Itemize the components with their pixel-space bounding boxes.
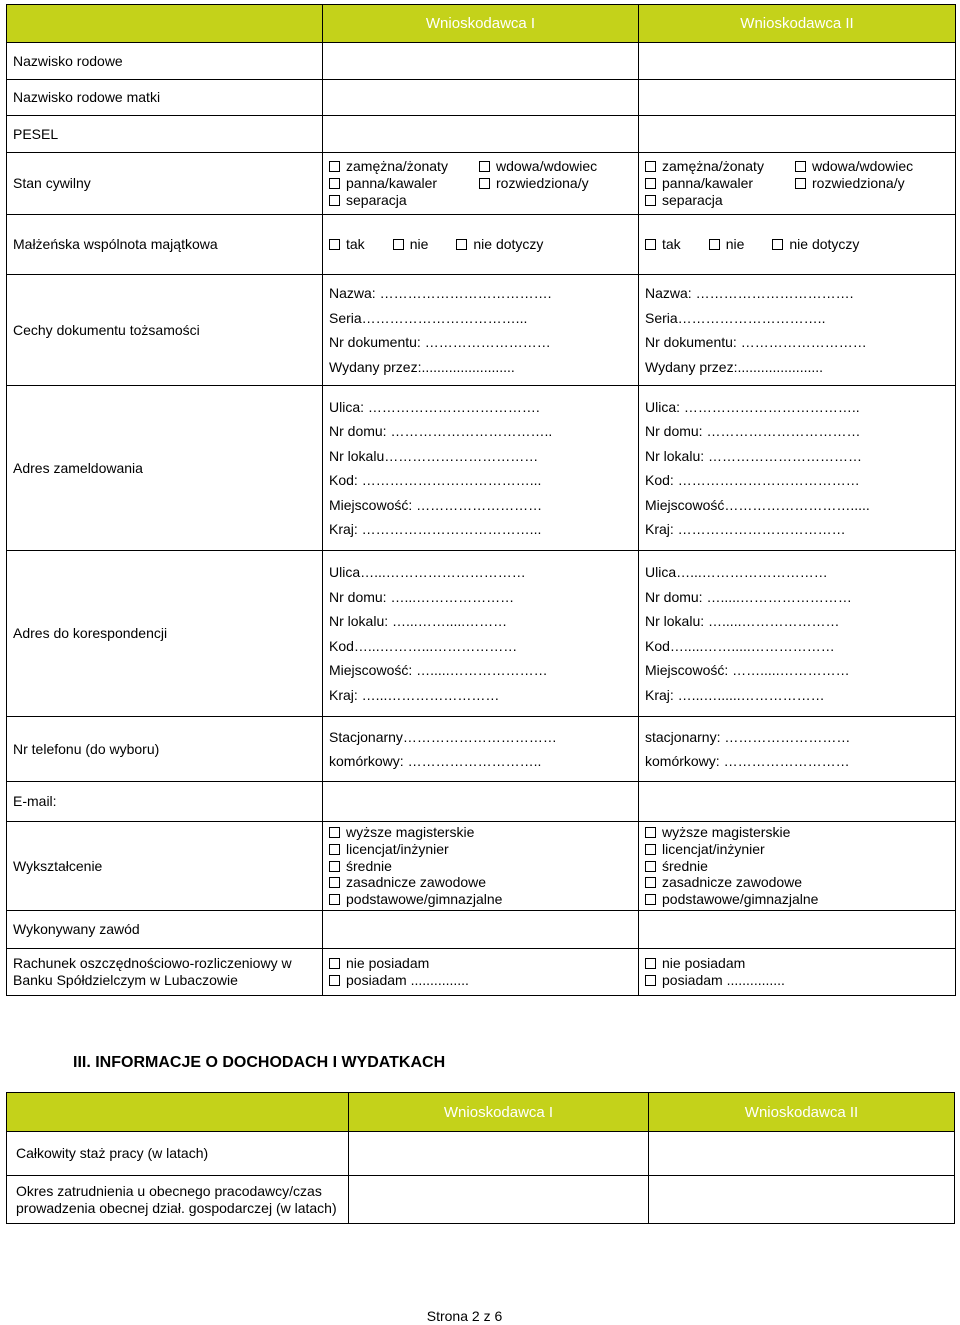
checkbox-icon[interactable]	[795, 161, 806, 172]
checkbox-icon[interactable]	[772, 239, 783, 250]
occupation-a1-field[interactable]	[323, 911, 639, 949]
checkbox-icon[interactable]	[645, 827, 656, 838]
pesel-a1-field[interactable]	[323, 116, 639, 153]
phone-label: Nr telefonu (do wyboru)	[7, 717, 323, 782]
mobile-field[interactable]: komórkowy: ………………………	[645, 753, 850, 769]
header-applicant-2: Wnioskodawca II	[649, 1093, 955, 1132]
education-primary-option[interactable]: podstawowe/gimnazjalne	[329, 891, 632, 908]
property-regime-label: Małżeńska wspólnota majątkowa	[7, 215, 323, 275]
property-regime-a1	[323, 215, 639, 275]
email-a2-field[interactable]	[639, 782, 956, 822]
property-na-option[interactable]: nie dotyczy	[456, 236, 543, 252]
mobile-field[interactable]: komórkowy: ………………………..	[329, 753, 542, 769]
id-issuer-field[interactable]: Wydany przez:........................	[329, 358, 515, 375]
income-table	[6, 1092, 955, 1224]
maiden-name-a2-field[interactable]	[639, 43, 956, 80]
checkbox-icon[interactable]	[795, 178, 806, 189]
checkbox-icon[interactable]	[645, 975, 656, 986]
account-none-option[interactable]: nie posiadam	[329, 955, 632, 972]
education-primary-option[interactable]: podstawowe/gimnazjalne	[645, 891, 949, 908]
postal-code-field[interactable]: Kod: ………………………………...	[329, 472, 542, 488]
checkbox-icon[interactable]	[329, 844, 340, 855]
id-number-field[interactable]: Nr dokumentu: ………………………	[645, 334, 867, 350]
employment-period-a1-field[interactable]	[349, 1176, 649, 1224]
checkbox-icon[interactable]	[329, 161, 340, 172]
correspondence-address-a2	[639, 551, 956, 717]
marital-single-option[interactable]: panna/kawaler	[645, 175, 795, 192]
employment-period-label: Okres zatrudnienia u obecnego pracodawcy/czas prowadzenia obecnej dział. gospodarczej (w latach)	[7, 1176, 349, 1224]
checkbox-icon[interactable]	[329, 877, 340, 888]
flat-number-field[interactable]: Nr lokalu: ……………………………	[645, 447, 863, 464]
education-masters-option[interactable]: wyższe magisterskie	[329, 824, 632, 841]
maiden-name-label: Nazwisko rodowe	[7, 43, 323, 80]
marital-single-option[interactable]: panna/kawaler	[329, 175, 479, 192]
country-field[interactable]: Kraj: ………………………………...	[329, 521, 542, 537]
checkbox-icon[interactable]	[479, 161, 490, 172]
checkbox-icon[interactable]	[393, 239, 404, 250]
house-number-field[interactable]: Nr domu: ……………………………	[645, 423, 861, 439]
marital-widowed-option[interactable]: wdowa/wdowiec	[479, 158, 629, 175]
id-issuer-field[interactable]: Wydany przez:......................	[645, 358, 824, 375]
correspondence-address-a1	[323, 551, 639, 717]
email-a1-field[interactable]	[323, 782, 639, 822]
id-name-field[interactable]: Nazwa: ……………………………….	[329, 285, 552, 301]
education-secondary-option[interactable]: średnie	[329, 858, 632, 875]
id-document-label: Cechy dokumentu tożsamości	[7, 275, 323, 386]
checkbox-icon[interactable]	[456, 239, 467, 250]
mother-maiden-name-label: Nazwisko rodowe matki	[7, 80, 323, 116]
checkbox-icon[interactable]	[329, 861, 340, 872]
marital-divorced-option[interactable]: rozwiedziona/y	[795, 175, 945, 192]
landline-field[interactable]: Stacjonarny……………………………	[329, 728, 557, 745]
education-masters-option[interactable]: wyższe magisterskie	[645, 824, 949, 841]
checkbox-icon[interactable]	[645, 178, 656, 189]
marital-separated-option[interactable]: separacja	[645, 192, 795, 209]
property-no-option[interactable]: nie	[709, 236, 745, 252]
city-field[interactable]: Miejscowość: …….....……………	[645, 662, 850, 678]
correspondence-address-label: Adres do korespondencji	[7, 551, 323, 717]
city-field[interactable]: Miejscowość……………………….....	[645, 496, 870, 513]
checkbox-icon[interactable]	[329, 958, 340, 969]
occupation-label: Wykonywany zawód	[7, 911, 323, 949]
property-yes-option[interactable]: tak	[329, 236, 365, 252]
street-field[interactable]: Ulica…...………………………	[645, 564, 828, 580]
header-applicant-2: Wnioskodawca II	[639, 5, 956, 43]
city-field[interactable]: Miejscowość: ….....…………………	[329, 662, 548, 678]
landline-field[interactable]: stacjonarny: ………………………	[645, 728, 851, 745]
checkbox-icon[interactable]	[479, 178, 490, 189]
postal-code-field[interactable]: Kod…...………...………………	[329, 637, 518, 654]
house-number-field[interactable]: Nr domu: ….....……………………	[645, 588, 852, 605]
country-field[interactable]: Kraj: …...……………………	[329, 686, 500, 703]
property-regime-a2	[639, 215, 956, 275]
pesel-label: PESEL	[7, 116, 323, 153]
header-applicant-1: Wnioskodawca I	[323, 5, 639, 43]
seniority-a1-field[interactable]	[349, 1132, 649, 1176]
house-number-field[interactable]: Nr domu: …...…………………	[329, 588, 515, 605]
education-vocational-option[interactable]: zasadnicze zawodowe	[329, 874, 632, 891]
checkbox-icon[interactable]	[645, 239, 656, 250]
occupation-a2-field[interactable]	[639, 911, 956, 949]
marital-status-label: Stan cywilny	[7, 153, 323, 215]
checkbox-icon[interactable]	[645, 844, 656, 855]
id-series-field[interactable]: Seria…………………………..	[645, 309, 826, 326]
header-empty-cell	[7, 5, 323, 43]
marital-widowed-option[interactable]: wdowa/wdowiec	[795, 158, 945, 175]
section-title: III. INFORMACJE O DOCHODACH I WYDATKACH	[73, 1054, 446, 1071]
header-empty-cell	[7, 1093, 349, 1132]
applicant-data-table	[6, 4, 956, 996]
postal-code-field[interactable]: Kod….....…….....………………	[645, 637, 835, 654]
checkbox-icon[interactable]	[329, 975, 340, 986]
registered-address-label: Adres zameldowania	[7, 386, 323, 551]
property-no-option[interactable]: nie	[393, 236, 429, 252]
id-document-a1	[323, 275, 639, 386]
page-number: Strona 2 z 6	[426, 1308, 503, 1324]
checkbox-icon[interactable]	[645, 894, 656, 905]
checkbox-icon[interactable]	[645, 861, 656, 872]
education-bachelor-option[interactable]: licencjat/inżynier	[329, 841, 632, 858]
phone-a2	[639, 717, 956, 782]
id-document-a2	[639, 275, 956, 386]
phone-a1	[323, 717, 639, 782]
checkbox-icon[interactable]	[329, 827, 340, 838]
checkbox-icon[interactable]	[645, 195, 656, 206]
education-vocational-option[interactable]: zasadnicze zawodowe	[645, 874, 949, 891]
education-label: Wykształcenie	[7, 822, 323, 911]
bank-account-a1	[323, 949, 639, 996]
seniority-a2-field[interactable]	[649, 1132, 955, 1176]
property-na-option[interactable]: nie dotyczy	[772, 236, 859, 252]
mother-maiden-name-a1-field[interactable]	[323, 80, 639, 116]
street-field[interactable]: Ulica: ……………………………….	[329, 398, 540, 415]
registered-address-a1	[323, 386, 639, 551]
checkbox-icon[interactable]	[329, 239, 340, 250]
registered-address-a2	[639, 386, 956, 551]
marital-separated-option[interactable]: separacja	[329, 192, 479, 209]
education-a2	[639, 822, 956, 911]
employment-period-a2-field[interactable]	[649, 1176, 955, 1224]
property-yes-option[interactable]: tak	[645, 236, 681, 252]
house-number-field[interactable]: Nr domu: ……………………………..	[329, 423, 553, 439]
marital-married-option[interactable]: zamężna/żonaty	[329, 158, 479, 175]
account-none-option[interactable]: nie posiadam	[645, 955, 949, 972]
checkbox-icon[interactable]	[645, 958, 656, 969]
account-have-option[interactable]: posiadam ...............	[329, 972, 632, 989]
bank-account-label: Rachunek oszczędnościowo-rozliczeniowy w Banku Spółdzielczym w Lubaczowie	[7, 949, 323, 996]
header-applicant-1: Wnioskodawca I	[349, 1093, 649, 1132]
marital-status-a1	[323, 153, 639, 215]
checkbox-icon[interactable]	[645, 877, 656, 888]
education-bachelor-option[interactable]: licencjat/inżynier	[645, 841, 949, 858]
education-secondary-option[interactable]: średnie	[645, 858, 949, 875]
email-label: E-mail:	[7, 782, 323, 822]
marital-status-a2	[639, 153, 956, 215]
checkbox-icon[interactable]	[329, 195, 340, 206]
mother-maiden-name-a2-field[interactable]	[639, 80, 956, 116]
maiden-name-a1-field[interactable]	[323, 43, 639, 80]
id-number-field[interactable]: Nr dokumentu: ………………………	[329, 334, 551, 350]
checkbox-icon[interactable]	[329, 178, 340, 189]
city-field[interactable]: Miejscowość: ………………………	[329, 496, 543, 513]
flat-number-field[interactable]: Nr lokalu: ….....…………………	[645, 613, 840, 629]
id-series-field[interactable]: Seria……………………………...	[329, 309, 528, 326]
id-name-field[interactable]: Nazwa: …………………………….	[645, 285, 854, 301]
marital-married-option[interactable]: zamężna/żonaty	[645, 158, 795, 175]
flat-number-field[interactable]: Nr lokalu……………………………	[329, 447, 539, 464]
checkbox-icon[interactable]	[645, 161, 656, 172]
checkbox-icon[interactable]	[329, 894, 340, 905]
account-have-option[interactable]: posiadam ...............	[645, 972, 949, 989]
checkbox-icon[interactable]	[709, 239, 720, 250]
education-a1	[323, 822, 639, 911]
country-field[interactable]: Kraj: ………………………………	[645, 521, 846, 537]
seniority-label: Całkowity staż pracy (w latach)	[7, 1132, 349, 1176]
flat-number-field[interactable]: Nr lokalu: …...…….....………	[329, 613, 508, 629]
pesel-a2-field[interactable]	[639, 116, 956, 153]
country-field[interactable]: Kraj: …...…......………………	[645, 686, 825, 703]
postal-code-field[interactable]: Kod: …………………………………	[645, 472, 860, 488]
bank-account-a2	[639, 949, 956, 996]
street-field[interactable]: Ulica…...…………………………	[329, 564, 526, 580]
marital-divorced-option[interactable]: rozwiedziona/y	[479, 175, 629, 192]
street-field[interactable]: Ulica: ………………………………..	[645, 398, 860, 415]
